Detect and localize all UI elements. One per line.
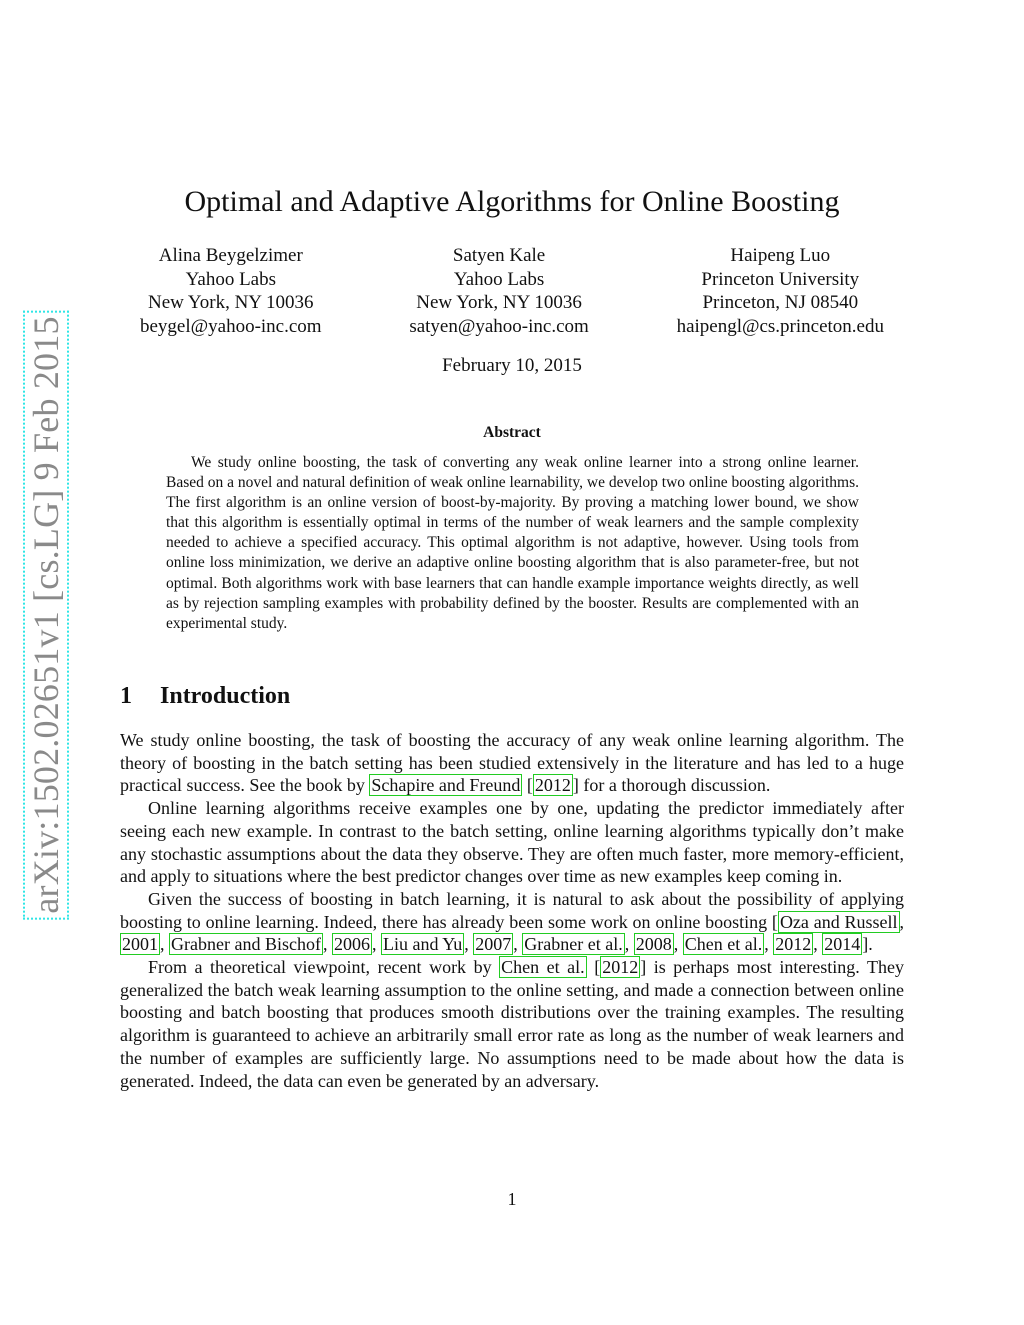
author-email: satyen@yahoo-inc.com	[409, 315, 589, 337]
paragraph-3	[120, 888, 904, 956]
author-affiliation: Yahoo Labs	[453, 268, 545, 290]
abstract-text: We study online boosting, the task of converting any weak online learner into a strong online learner. Based on a novel and natural definition of weak online learnability, we develop two online boosting algorithms. The first algorithm is an online version of boost-by-majority. By proving a matching lower bound, we show that this algorithm is essentially optimal in terms of the number of weak learners and the sample complexity needed to achieve a specified accuracy. This optimal algorithm is not adaptive, however. Using tools from online loss minimization, we derive an adaptive online boosting algorithm that is also parameter-free, but not optimal. Both algorithms work with base learners that can handle example importance weights directly, as well as by rejection sampling examples with probability defined by the booster. Results are complemented with an experimental study.	[166, 454, 859, 632]
separator: ,	[899, 911, 904, 932]
paragraph-text: ] for a thorough discussion.	[572, 775, 771, 796]
paragraph-4	[120, 956, 904, 1092]
citation-year-link[interactable]: 2012	[534, 775, 571, 796]
citation-link[interactable]: Liu and Yu	[382, 934, 463, 955]
author-affiliation: Princeton University	[701, 268, 860, 290]
page-number: 1	[507, 1189, 517, 1209]
arxiv-identifier-stamp[interactable]	[23, 310, 69, 919]
section-number: 1	[120, 683, 132, 709]
separator: ,	[371, 934, 381, 955]
separator: ,	[813, 934, 823, 955]
paper-title: Optimal and Adaptive Algorithms for Online Boosting	[184, 185, 840, 218]
author-email: haipengl@cs.princeton.edu	[676, 315, 884, 337]
separator: ,	[673, 934, 683, 955]
publication-date: February 10, 2015	[442, 355, 582, 376]
author-name: Haipeng Luo	[730, 245, 831, 266]
paragraph-text: ] is perhaps most interesting. They generalized the batch weak learning assumption to the online setting, and made a connection between online boosting and batch boosting that produces smooth distributions over the training examples. The resulting algorithm is guaranteed to achieve an arbitrarily small error rate as long as the number of weak learners and the number of examples are sufficiently large. No assumptions need to be made about how the data is generated. Indeed, the data can even be generated by an adversary.	[120, 957, 904, 1091]
paragraph-text: From a theoretical viewpoint, recent work by	[148, 957, 500, 978]
author-3	[677, 244, 884, 338]
paragraph-text: We study online boosting, the task of boosting the accuracy of any weak online learning algorithm. The theory of boosting in the batch setting has been studied extensively in the literature and has led to a huge practical success. See the book by	[120, 730, 904, 796]
separator: ,	[764, 934, 774, 955]
paragraph-text: [	[586, 957, 601, 978]
separator: ,	[464, 934, 474, 955]
author-name: Alina Beygelzimer	[158, 245, 303, 266]
author-1	[140, 244, 322, 338]
citation-year-link[interactable]: 2006	[333, 934, 370, 955]
separator: ,	[322, 934, 332, 955]
citation-link[interactable]: Oza and Russell	[779, 911, 898, 932]
arxiv-stamp-text[interactable]: arXiv:1502.02651v1 [cs.LG] 9 Feb 2015	[23, 310, 69, 919]
author-block	[140, 244, 884, 338]
citation-year-link[interactable]: 2014	[824, 934, 861, 955]
citation-year-link[interactable]: 2008	[635, 934, 672, 955]
separator: ,	[624, 934, 634, 955]
citation-link[interactable]: Chen et al.	[684, 934, 763, 955]
citation-year-link[interactable]: 2012	[602, 957, 639, 978]
separator: ,	[160, 934, 169, 955]
citation-link[interactable]: Grabner et al.	[524, 934, 623, 955]
author-2	[409, 244, 588, 338]
paragraph-text: ].	[862, 934, 873, 955]
separator: ,	[513, 934, 523, 955]
citation-link[interactable]: Schapire and Freund	[371, 775, 521, 796]
author-location: Princeton, NJ 08540	[702, 292, 859, 313]
author-email: beygel@yahoo-inc.com	[140, 315, 322, 337]
paragraph-1	[120, 729, 904, 797]
author-name: Satyen Kale	[452, 245, 546, 266]
citation-year-link[interactable]: 2012	[775, 934, 812, 955]
paragraph-2: Online learning algorithms receive examples one by one, updating the predictor immediately after seeing each new example. In contrast to the batch setting, online learning algorithms typically don’t make any stochastic assumptions about the data they observe. They are often much faster, more memory-efficient, and apply to situations where the best predictor changes over time as new examples keep coming in.	[120, 798, 904, 887]
paragraph-text: [	[522, 775, 533, 796]
citation-year-link[interactable]: 2001	[122, 934, 158, 955]
paragraph-text: Given the success of boosting in batch learning, it is natural to ask about the possibility of applying boosting to online learning. Indeed, there has already been some work on online boosting [	[120, 888, 904, 932]
author-location: New York, NY 10036	[148, 292, 314, 313]
citation-link[interactable]: Grabner and Bischof	[171, 934, 321, 955]
author-location: New York, NY 10036	[416, 292, 582, 313]
section-body	[120, 729, 904, 1092]
citation-year-link[interactable]: 2007	[475, 934, 512, 955]
section-heading	[120, 683, 290, 710]
section-title: Introduction	[160, 683, 291, 709]
abstract-heading: Abstract	[483, 424, 541, 441]
citation-link[interactable]: Chen et al.	[501, 957, 585, 978]
author-affiliation: Yahoo Labs	[185, 268, 276, 290]
